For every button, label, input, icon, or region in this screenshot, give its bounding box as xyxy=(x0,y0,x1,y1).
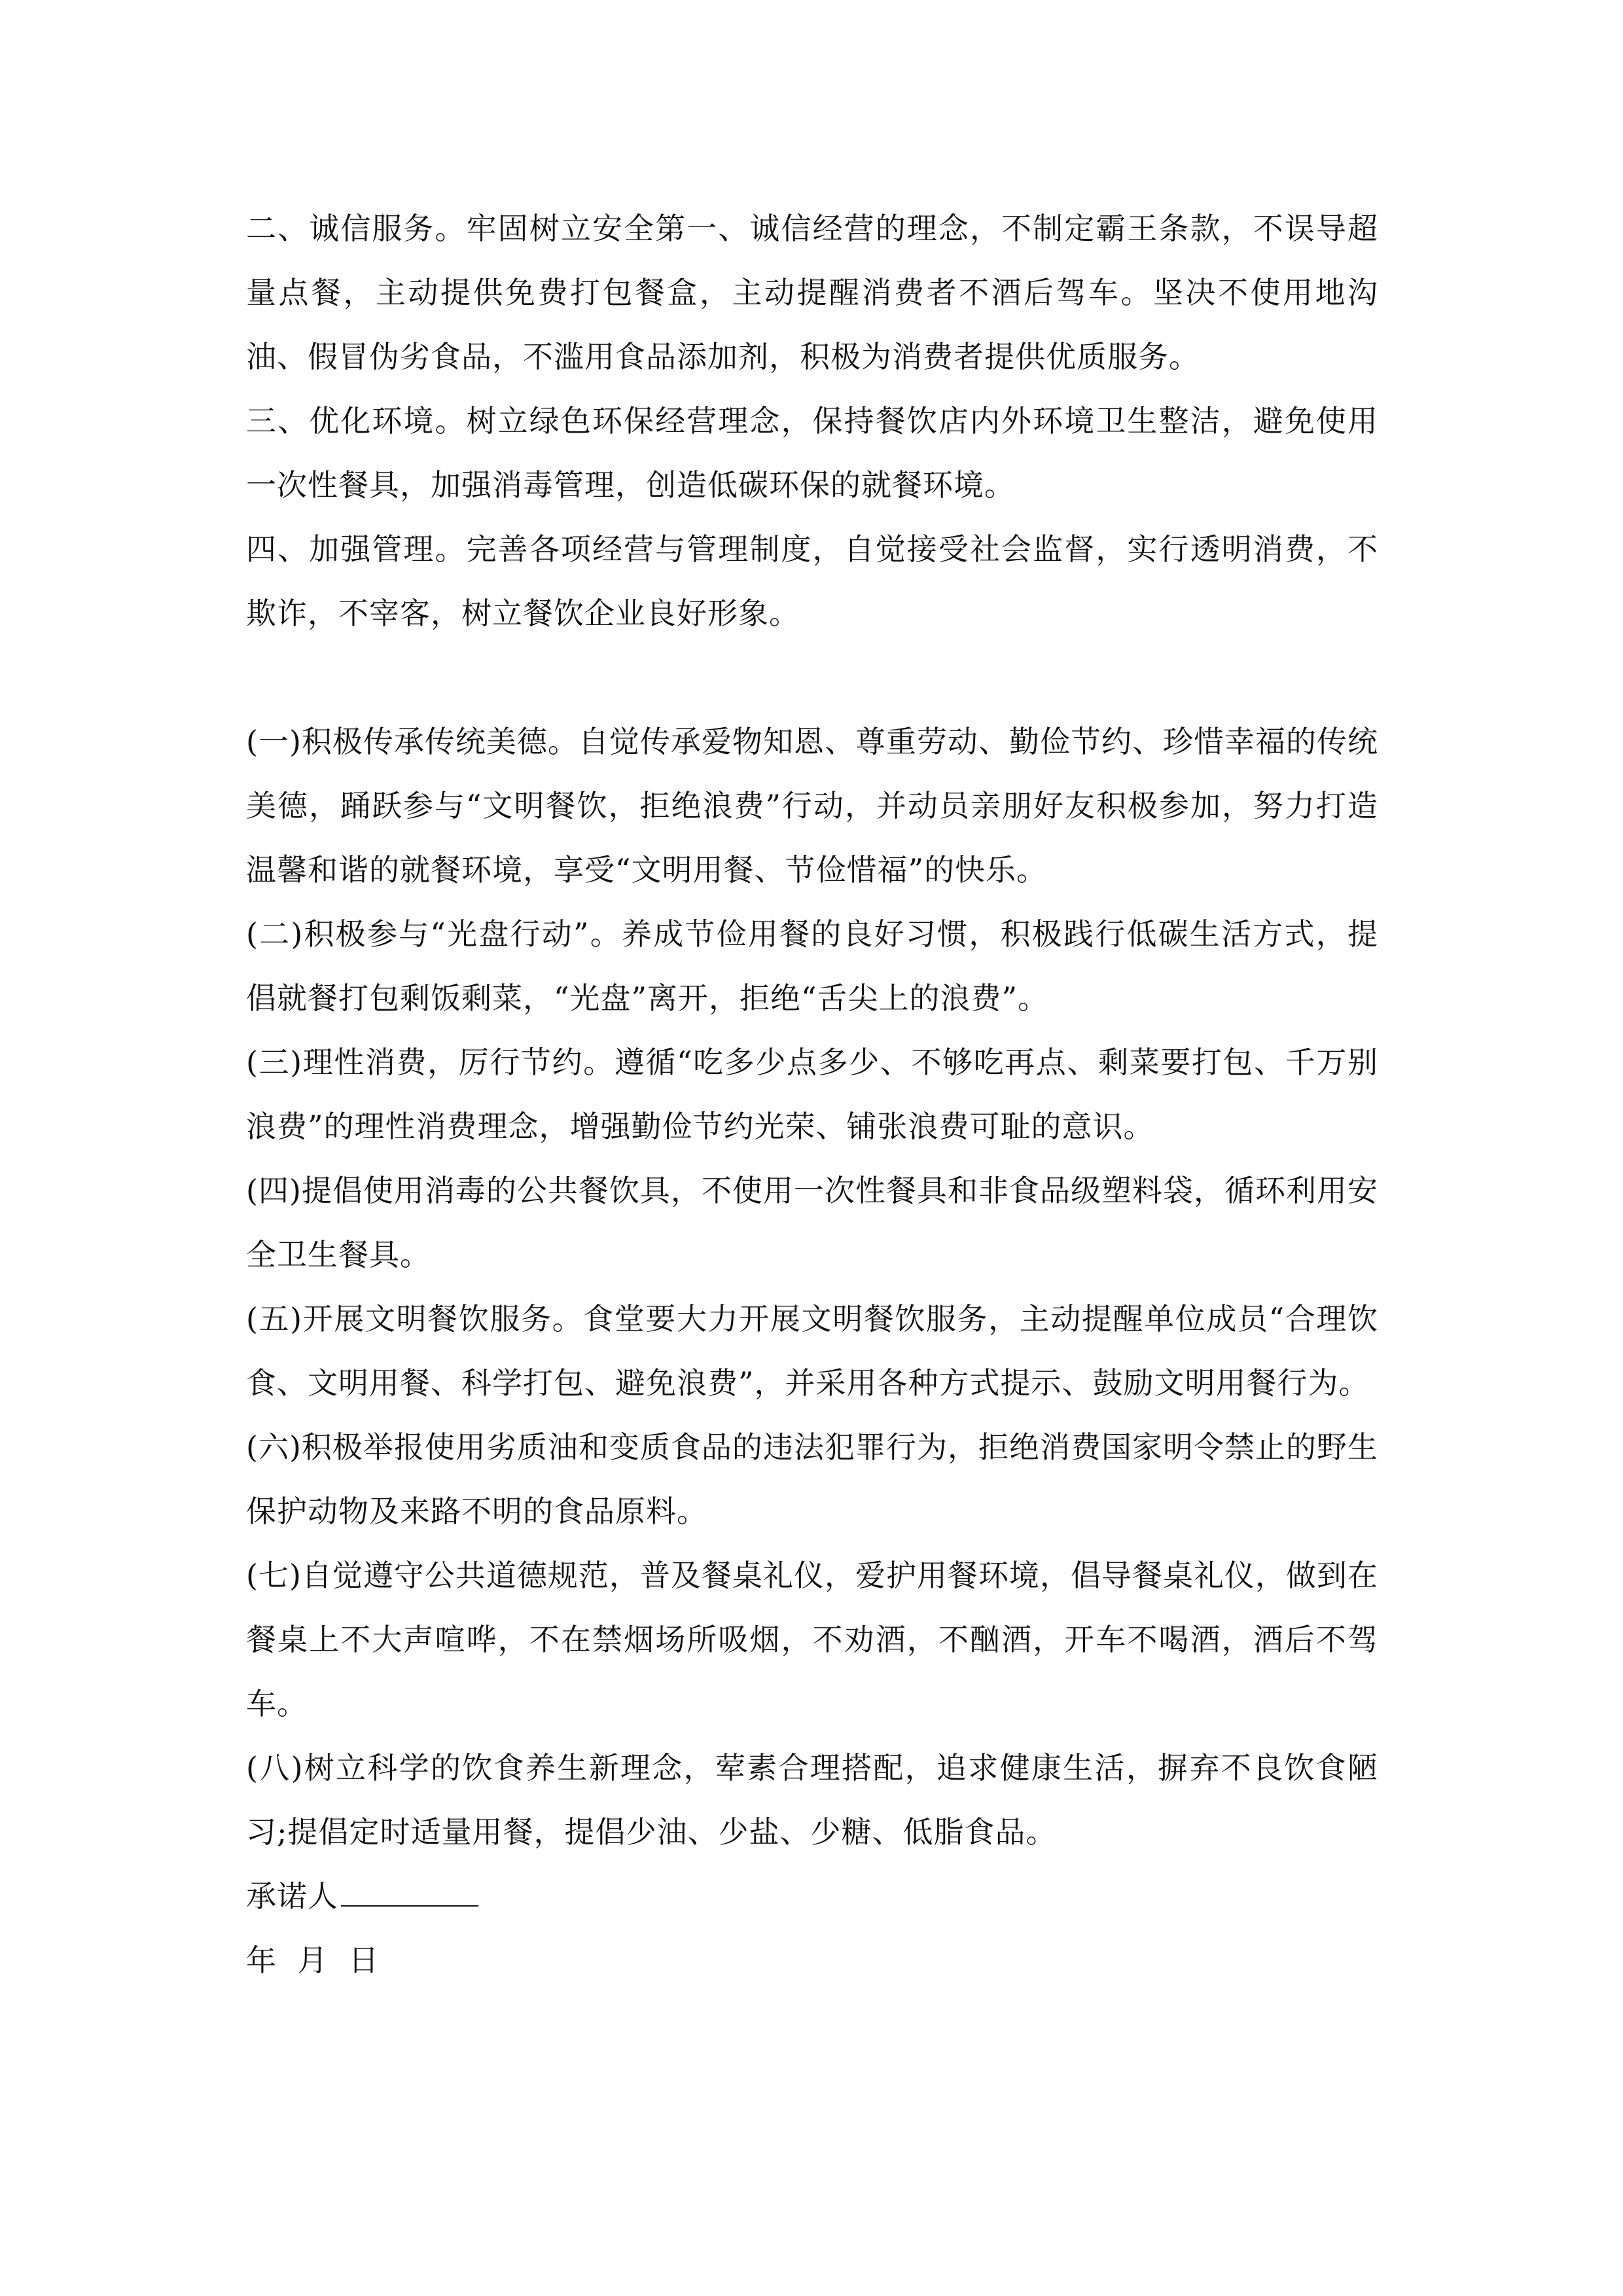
paragraph-item-5: (五)开展文明餐饮服务。食堂要大力开展文明餐饮服务，主动提醒单位成员“合理饮食、文明用餐、科学打包、避免浪费”，并采用各种方式提示、鼓励文明用餐行为。 xyxy=(246,1301,1378,1401)
paragraph-item-6: (六)积极举报使用劣质油和变质食品的违法犯罪行为，拒绝消费国家明令禁止的野生保护动物及来路不明的食品原料。 xyxy=(246,1429,1378,1529)
signature-row xyxy=(246,1864,1378,1928)
signature-label: 承诺人 xyxy=(246,1878,338,1914)
paragraph-item-2: (二)积极参与“光盘行动”。养成节俭用餐的良好习惯，积极践行低碳生活方式，提倡就餐打包剩饭剩菜，“光盘”离开，拒绝“舌尖上的浪费”。 xyxy=(246,916,1378,1016)
paragraph-item-1: (一)积极传承传统美德。自觉传承爱物知恩、尊重劳动、勤俭节约、珍惜幸福的传统美德，踊跃参与“文明餐饮，拒绝浪费”行动，并动员亲朋好友积极参加，努力打造温馨和谐的就餐环境，享受“文明用餐、节俭惜福”的快乐。 xyxy=(246,724,1378,888)
paragraph-strengthen-management: 四、加强管理。完善各项经营与管理制度，自觉接受社会监督，实行透明消费，不欺诈，不宰客，树立餐饮企业良好形象。 xyxy=(246,531,1378,631)
paragraph-optimize-environment: 三、优化环境。树立绿色环保经营理念，保持餐饮店内外环境卫生整洁，避免使用一次性餐具，加强消毒管理，创造低碳环保的就餐环境。 xyxy=(246,403,1378,503)
date-line: 年 月 日 xyxy=(246,1943,380,1978)
signature-blank-line xyxy=(341,1871,478,1907)
paragraph-integrity-service: 二、诚信服务。牢固树立安全第一、诚信经营的理念，不制定霸王条款，不误导超量点餐，主动提供免费打包餐盒，主动提醒消费者不酒后驾车。坚决不使用地沟油、假冒伪劣食品，不滥用食品添加剂，积极为消费者提供优质服务。 xyxy=(246,211,1378,374)
paragraph-item-8: (八)树立科学的饮食养生新理念，荤素合理搭配，追求健康生活，摒弃不良饮食陋习;提倡定时适量用餐，提倡少油、少盐、少糖、低脂食品。 xyxy=(246,1750,1378,1850)
paragraph-item-3: (三)理性消费，厉行节约。遵循“吃多少点多少、不够吃再点、剩菜要打包、千万别浪费”的理性消费理念，增强勤俭节约光荣、铺张浪费可耻的意识。 xyxy=(246,1045,1378,1144)
paragraph-gap xyxy=(246,645,1378,709)
document-body xyxy=(246,196,1378,1992)
paragraph-item-7: (七)自觉遵守公共道德规范，普及餐桌礼仪，爱护用餐环境，倡导餐桌礼仪，做到在餐桌上不大声喧哗，不在禁烟场所吸烟，不劝酒，不酗酒，开车不喝酒，酒后不驾车。 xyxy=(246,1558,1378,1721)
paragraph-item-4: (四)提倡使用消毒的公共餐饮具，不使用一次性餐具和非食品级塑料袋，循环利用安全卫生餐具。 xyxy=(246,1173,1378,1272)
